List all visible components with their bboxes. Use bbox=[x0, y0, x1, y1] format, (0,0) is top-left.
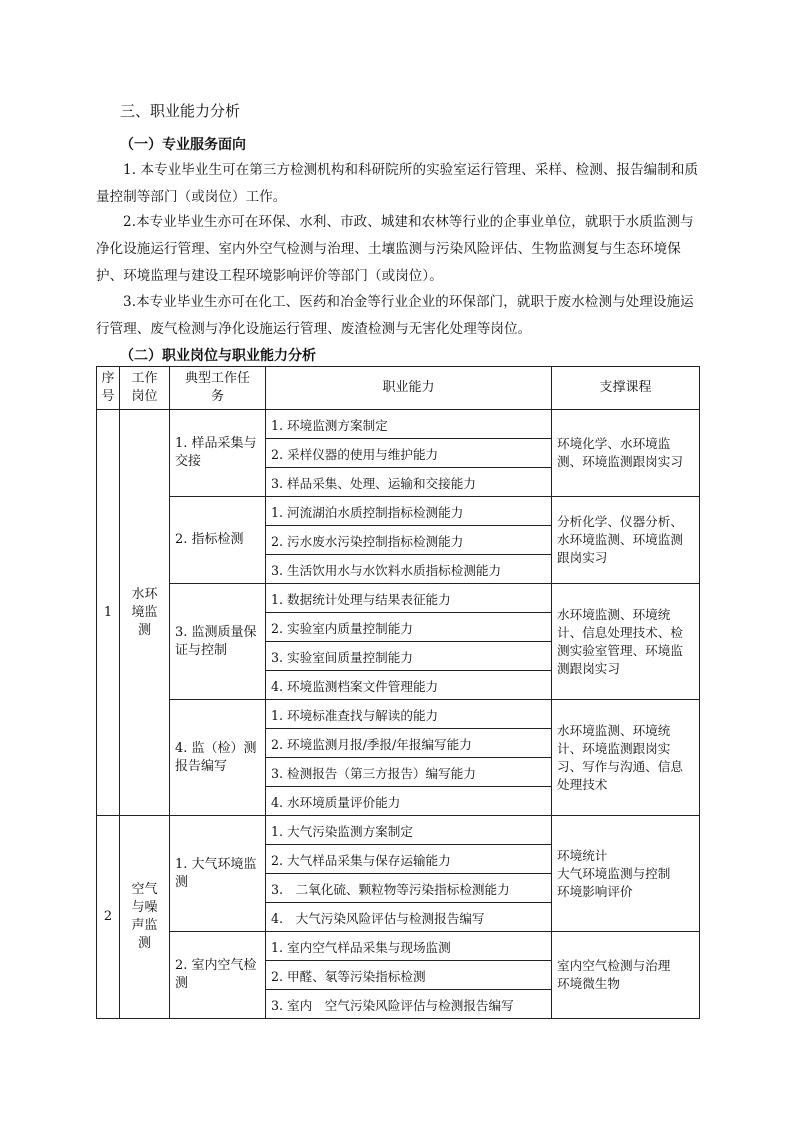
paragraph-2: 2.本专业毕业生亦可在环保、水利、市政、城建和农林等行业的企事业单位，就职于水质监测与净化设施运行管理、室内外空气检测与治理、土壤监测与污染风险评估、生物监测复与生态环境保护、环境监理与建设工程环境影响评价等部门（或岗位）。 bbox=[96, 214, 694, 284]
ability-item: 2. 实验室内质量控制能力 bbox=[266, 613, 552, 642]
course-list: 环境化学、水环境监测、环境监测跟岗实习 bbox=[552, 410, 700, 497]
task-name: 1. 样品采集与交接 bbox=[170, 410, 266, 497]
ability-item: 1. 环境标准查找与解读的能力 bbox=[266, 700, 552, 729]
ability-item: 1. 室内空气样品采集与现场监测 bbox=[266, 932, 552, 961]
table-header-row bbox=[97, 367, 700, 410]
header-ability: 职业能力 bbox=[266, 367, 552, 410]
table-row bbox=[97, 700, 700, 729]
ability-item: 2. 甲醛、氡等污染指标检测 bbox=[266, 961, 552, 990]
course-list: 水环境监测、环境统计、环境监测跟岗实习、写作与沟通、信息处理技术 bbox=[552, 700, 700, 816]
ability-item: 3. 生活饮用水与水饮料水质指标检测能力 bbox=[266, 555, 552, 584]
ability-table bbox=[96, 366, 700, 1019]
course-list: 室内空气检测与治理 环境微生物 bbox=[552, 932, 700, 1019]
paragraph-3: 3.本专业毕业生亦可在化工、医药和冶金等行业企业的环保部门，就职于废水检测与处理设施运行管理、废气检测与净化设施运行管理、废渣检测与无害化处理等岗位。 bbox=[96, 294, 694, 337]
ability-item: 4. 水环境质量评价能力 bbox=[266, 787, 552, 816]
course-list: 环境统计 大气环境监测与控制 环境影响评价 bbox=[552, 816, 700, 932]
section-title: 三、职业能力分析 bbox=[120, 102, 241, 120]
row-number: 2 bbox=[97, 816, 120, 1019]
header-post: 工作岗位 bbox=[120, 367, 170, 410]
header-task: 典型工作任务 bbox=[170, 367, 266, 410]
table-row bbox=[97, 932, 700, 961]
ability-item: 3. 室内 空气污染风险评估与检测报告编写 bbox=[266, 990, 552, 1019]
ability-item: 2. 环境监测月报/季报/年报编写能力 bbox=[266, 729, 552, 758]
post-name: 空气与噪声监测 bbox=[120, 816, 170, 1019]
task-name: 3. 监测质量保证与控制 bbox=[170, 584, 266, 700]
table-row bbox=[97, 497, 700, 526]
ability-item: 4. 大气污染风险评估与检测报告编写 bbox=[266, 903, 552, 932]
ability-item: 1. 环境监测方案制定 bbox=[266, 410, 552, 439]
ability-item: 2. 大气样品采集与保存运输能力 bbox=[266, 845, 552, 874]
table-row bbox=[97, 584, 700, 613]
task-name: 1. 大气环境监测 bbox=[170, 816, 266, 932]
row-number: 1 bbox=[97, 410, 120, 816]
course-list: 分析化学、仪器分析、水环境监测、环境监测跟岗实习 bbox=[552, 497, 700, 584]
post-name: 水环境监测 bbox=[120, 410, 170, 816]
paragraph-1: 1. 本专业毕业生可在第三方检测机构和科研院所的实验室运行管理、采样、检测、报告编制和质量控制等部门（或岗位）工作。 bbox=[96, 162, 699, 205]
table-row bbox=[97, 410, 700, 439]
task-name: 2. 室内空气检测 bbox=[170, 932, 266, 1019]
table-row bbox=[97, 816, 700, 845]
ability-item: 3. 实验室间质量控制能力 bbox=[266, 642, 552, 671]
course-list: 水环境监测、环境统计、信息处理技术、检测实验室管理、环境监测跟岗实习 bbox=[552, 584, 700, 700]
subsection-title-service: （一）专业服务面向 bbox=[120, 137, 246, 153]
ability-item: 2. 污水废水污染控制指标检测能力 bbox=[266, 526, 552, 555]
ability-item: 1. 大气污染监测方案制定 bbox=[266, 816, 552, 845]
header-no: 序号 bbox=[97, 367, 120, 410]
ability-item: 3. 样品采集、处理、运输和交接能力 bbox=[266, 468, 552, 497]
ability-item: 1. 数据统计处理与结果表征能力 bbox=[266, 584, 552, 613]
ability-item: 3. 检测报告（第三方报告）编写能力 bbox=[266, 758, 552, 787]
ability-item: 4. 环境监测档案文件管理能力 bbox=[266, 671, 552, 700]
header-course: 支撑课程 bbox=[552, 367, 700, 410]
task-name: 4. 监（检）测报告编写 bbox=[170, 700, 266, 816]
subsection-title-ability: （二）职业岗位与职业能力分析 bbox=[120, 348, 316, 364]
ability-item: 1. 河流湖泊水质控制指标检测能力 bbox=[266, 497, 552, 526]
ability-item: 3. 二氧化硫、颗粒物等污染指标检测能力 bbox=[266, 874, 552, 903]
ability-item: 2. 采样仪器的使用与维护能力 bbox=[266, 439, 552, 468]
task-name: 2. 指标检测 bbox=[170, 497, 266, 584]
